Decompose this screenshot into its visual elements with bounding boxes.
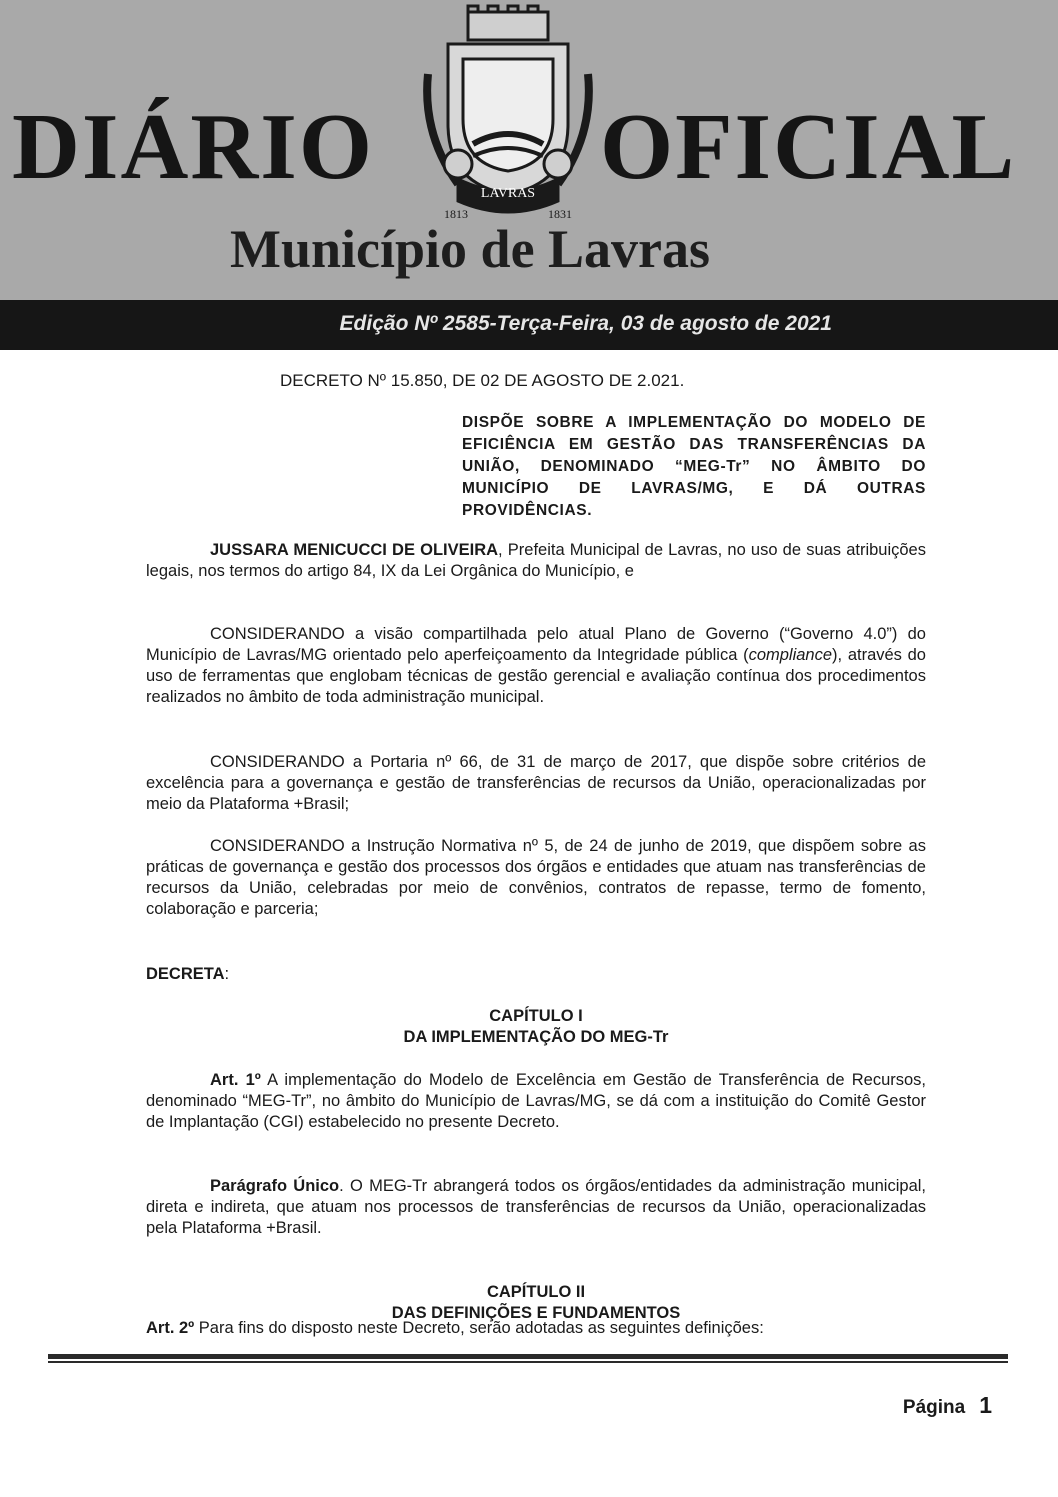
decree-title: DECRETO Nº 15.850, DE 02 DE AGOSTO DE 2.021. [280,371,685,390]
mayor-name: JUSSARA MENICUCCI DE OLIVEIRA [210,541,499,559]
chapter-1-title: CAPÍTULO I [489,1007,583,1025]
page-number [903,1392,992,1419]
chapter-1-subtitle: DA IMPLEMENTAÇÃO DO MEG-Tr [403,1028,669,1046]
decreta-colon: : [224,965,230,983]
chapter-2-title: CAPÍTULO II [486,1283,586,1301]
crest-year-right: 1831 [548,207,572,221]
paragraph-considerando-3 [146,836,926,920]
considerando-1-text-b: ), através do uso de ferramentas que englobam técnicas de gestão gerencial e avaliação contínua dos procedimentos realizados no âmbito de toda administração municipal. [146,646,926,706]
chapter-1-heading [146,1006,926,1048]
paragrafo-unico-text: . O MEG-Tr abrangerá todos os órgãos/entidades da administração municipal, direta e indireta, que atuam nos processos de transferências de recursos da União, operacionalizadas pela Plataforma +Brasil. [146,1177,926,1237]
crest-year-left: 1813 [444,207,468,221]
footer-rule-thin [48,1361,1008,1363]
masthead-title-left: DIÁRIO [12,95,374,199]
considerando-3-text: CONSIDERANDO a Instrução Normativa nº 5, de 24 de junho de 2019, que dispõem sobre as práticas de governança e gestão dos processos dos órgãos e entidades que atuam nas transferências de recursos da União, celebradas por meio de convênios, contratos de repasse, termo de fomento, colaboração e parceria; [146,837,926,918]
article-1-label: Art. 1º [210,1071,261,1089]
paragraph-preamble [146,540,926,582]
masthead-subtitle: Município de Lavras [230,219,711,279]
article-2 [146,1318,926,1339]
edition-bar [0,300,1058,350]
article-2-text: Para fins do disposto neste Decreto, serão adotadas as seguintes definições: [194,1319,764,1337]
page-label: Página [902,1397,966,1418]
footer-rule-thick [48,1354,1008,1359]
decreta-word: DECRETA [146,965,225,983]
paragrafo-unico-label: Parágrafo Único [210,1177,340,1195]
decreta-line [146,964,926,985]
edition-text: Edição Nº 2585-Terça-Feira, 03 de agosto de 2021 [339,312,832,335]
article-1 [146,1070,926,1133]
decree-ementa: DISPÕE SOBRE A IMPLEMENTAÇÃO DO MODELO DE EFICIÊNCIA EM GESTÃO DAS TRANSFERÊNCIAS DA UNIÃO, DENOMINADO “MEG-Tr” NO ÂMBITO DO MUNICÍPIO DE LAVRAS/MG, E DÁ OUTRAS PROVIDÊNCIAS. [462,414,926,519]
article-2-label: Art. 2º [146,1319,195,1337]
article-1-text: A implementação do Modelo de Excelência em Gestão de Transferência de Recursos, denominado “MEG-Tr”, no âmbito do Município de Lavras/MG, se dá com a instituição do Comitê Gestor de Implantação (CGI) estabelecido no presente Decreto. [146,1071,926,1131]
considerando-1-italic: compliance [748,646,833,664]
paragraph-considerando-1 [146,624,926,708]
chapter-2-subtitle: DAS DEFINIÇÕES E FUNDAMENTOS [391,1304,681,1322]
masthead-title-right: OFICIAL [600,95,1017,199]
masthead [0,0,1058,300]
page-number-value: 1 [979,1392,992,1418]
paragrafo-unico [146,1176,926,1239]
preamble-text: , Prefeita Municipal de Lavras, no uso de suas atribuições legais, nos termos do artigo 84, IX da Lei Orgânica do Município, e [146,541,926,580]
considerando-1-text-a: CONSIDERANDO a visão compartilhada pelo atual Plano de Governo (“Governo 4.0”) do Município de Lavras/MG orientado pelo aperfeiçoamento da Integridade pública ( [146,625,926,664]
crest-name: LAVRAS [480,186,536,201]
considerando-2-text: CONSIDERANDO a Portaria nº 66, de 31 de março de 2017, que dispõe sobre critérios de excelência para a governança e gestão de transferências de recursos da União, operacionalizadas por meio da Plataforma +Brasil; [146,753,926,813]
city-crest-seal [418,4,598,224]
paragraph-considerando-2 [146,752,926,815]
